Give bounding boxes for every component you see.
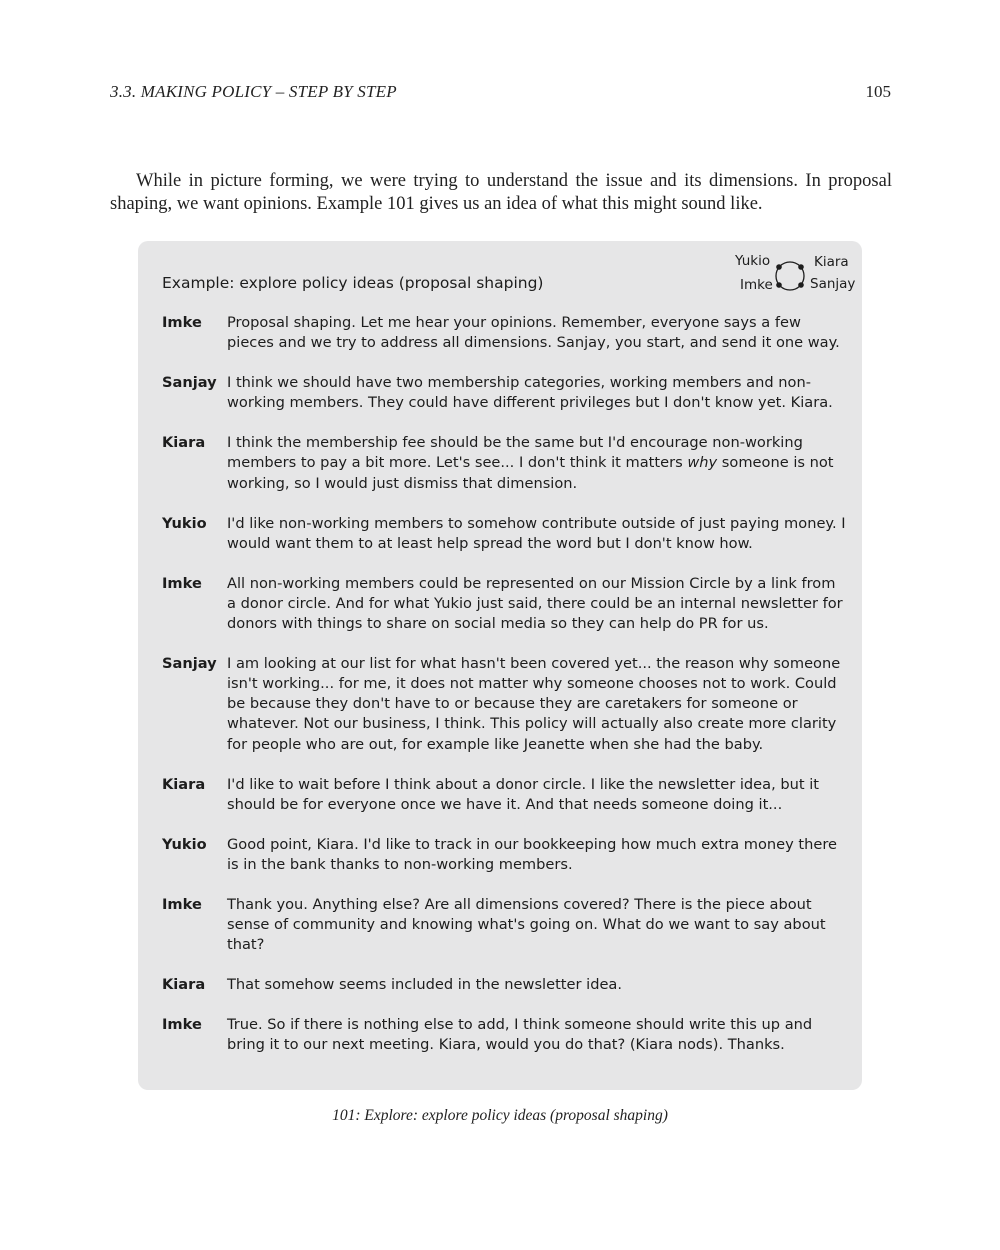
utterance-text: Thank you. Anything else? Are all dimensions covered? There is the piece about sense of community and knowing what's going on. What do we want to say about that? (227, 895, 826, 954)
dialogue-turn (162, 514, 852, 554)
speaker-name: Imke (162, 895, 202, 913)
speaker-name: Kiara (162, 976, 206, 994)
utterance-text: True. So if there is nothing else to add, I think someone should write this up and bring it to our next meeting. Kiara, would you do that? (Kiara nods). Thanks. (227, 1016, 813, 1054)
figure-caption: 101: Explore: explore policy ideas (proposal shaping) (332, 1107, 668, 1124)
speaker-name: Imke (162, 1016, 202, 1034)
running-header (110, 82, 891, 106)
speaker-name: Yukio (162, 514, 207, 532)
seat-dot-bottom-left (776, 282, 782, 288)
utterance-text: I am looking at our list for what hasn't been covered yet... the reason why someone isn't working... for me, it does not matter why someone chooses not to work. Could be because they don't have to or because they are caretakers for someone or whatever. Not our business, I think. This policy will actually also create more clarity for people who are out, for example like Jeanette when she had the baby. (227, 655, 841, 753)
dialogue-turn (162, 574, 852, 634)
seat-label-bottom-right: Sanjay (810, 276, 856, 292)
dialogue-turn (162, 1015, 852, 1055)
seating-circle-icon (770, 258, 810, 294)
seating-diagram (732, 251, 856, 299)
seat-label-top-left: Yukio (735, 253, 771, 269)
utterance-text: That somehow seems included in the newsletter idea. (227, 976, 623, 994)
speaker-name: Imke (162, 574, 202, 592)
seat-label-bottom-left: Imke (740, 277, 773, 293)
seat-dot-bottom-right (798, 282, 804, 288)
speaker-name: Yukio (162, 835, 207, 853)
dialogue-turn (162, 895, 852, 955)
utterance-text: Proposal shaping. Let me hear your opinions. Remember, everyone says a few pieces and we try to address all dimensions. Sanjay, you start, and send it one way. (227, 314, 840, 352)
dialogue-turn (162, 433, 852, 493)
example-box (138, 241, 862, 1090)
utterance-text: Good point, Kiara. I'd like to track in our bookkeeping how much extra money there is in the bank thanks to non-working members. (227, 835, 838, 873)
seat-label-top-right: Kiara (814, 254, 849, 270)
utterance-text: I'd like non-working members to somehow contribute outside of just paying money. I would want them to at least help spread the word but I don't know how. (227, 514, 846, 552)
dialogue-turn (162, 835, 852, 875)
speaker-name: Kiara (162, 434, 206, 452)
utterance-text: All non-working members could be represented on our Mission Circle by a link from a donor circle. And for what Yukio just said, there could be an internal newsletter for donors with things to share on social media so they can help do PR for us. (227, 574, 843, 633)
speaker-name: Imke (162, 314, 202, 331)
utterance-text: I think the membership fee should be the same but I'd encourage non-working members to pay a bit more. Let's see... I don't think it matters why someone is not working, so I would just dismiss that dimension. (227, 434, 834, 492)
intro-paragraph: While in picture forming, we were trying to understand the issue and its dimensions. In proposal shaping, we want opinions. Example 101 gives us an idea of what this might sound like. (110, 171, 892, 214)
example-title: Example: explore policy ideas (proposal shaping) (162, 274, 544, 292)
seat-dot-top-left (776, 264, 782, 270)
seat-dot-top-right (798, 264, 804, 270)
dialogue-turn (162, 373, 852, 413)
section-title: 3.3. MAKING POLICY – STEP BY STEP (110, 82, 397, 101)
page-number: 105 (865, 82, 891, 101)
speaker-name: Sanjay (162, 655, 217, 673)
dialogue-turn (162, 654, 852, 754)
utterance-text: I'd like to wait before I think about a donor circle. I like the newsletter idea, but it should be for everyone once we have it. And that needs someone doing it... (227, 775, 820, 813)
dialogue-list (162, 313, 852, 1076)
utterance-text: I think we should have two membership categories, working members and non- working members. They could have different privileges but I don't know yet. Kiara. (227, 374, 833, 412)
dialogue-turn (162, 775, 852, 815)
dialogue-turn (162, 313, 852, 353)
speaker-name: Sanjay (162, 374, 217, 392)
speaker-name: Kiara (162, 775, 206, 793)
dialogue-turn (162, 975, 852, 995)
